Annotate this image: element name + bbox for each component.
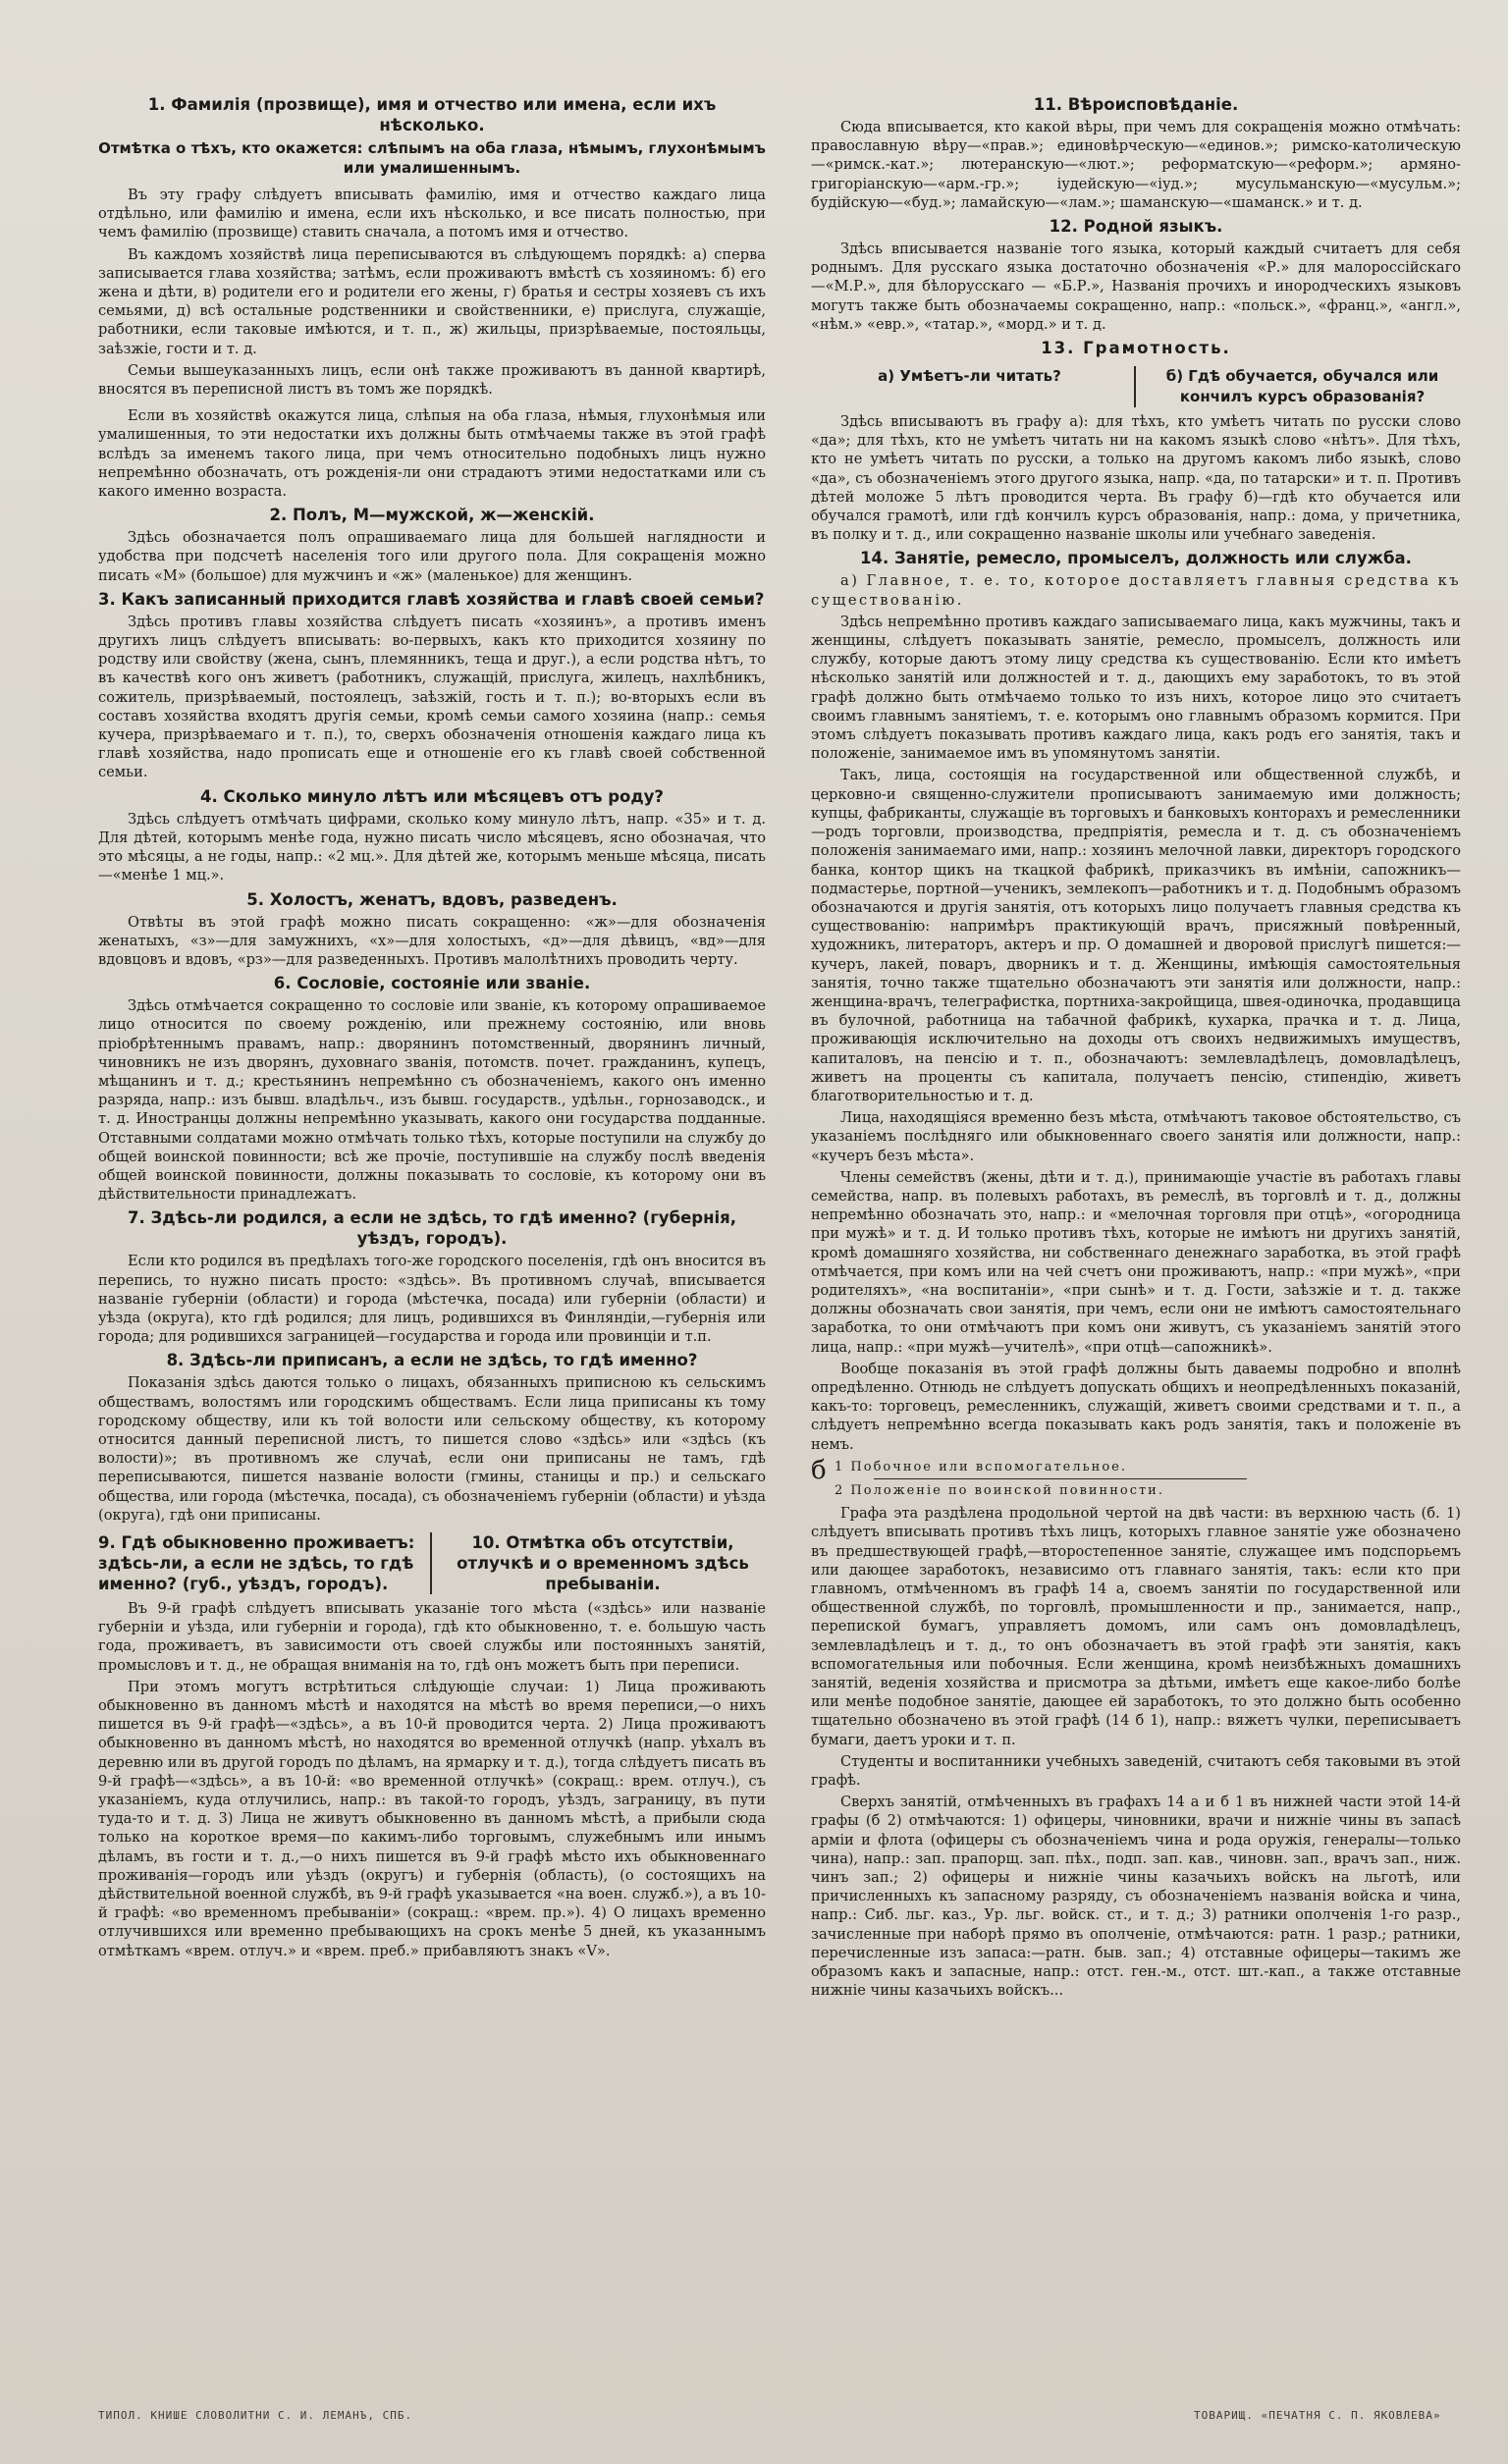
paragraph: Здѣсь обозначается полъ опрашиваемаго лица для большей наглядности и удобства при подсчетѣ населенія того или другого пола. Для сокращенія можно писать «М» (большое) для мужчинъ и «ж» (маленькое) для женщинъ.: [98, 529, 766, 584]
paragraph: Въ каждомъ хозяйствѣ лица переписываются въ слѣдующемъ порядкѣ: а) сперва записывается глава хозяйства; затѣмъ, если проживаютъ вмѣстѣ съ хозяиномъ: б) его жена и дѣти, в) родители его и родители его жены, г) братья и сестры хозяевъ съ ихъ семьями, д) всѣ остальные родственники и свойственники, е) прислуга, служащіе, работники, если таковые имѣются, и т. п., ж) жильцы, призрѣваемые, постояльцы, заѣзжіе, гости и т. д.: [98, 245, 766, 357]
paragraph: Лица, находящіяся временно безъ мѣста, отмѣчаютъ таковое обстоятельство, съ указаніемъ послѣдняго или обыкновеннаго своего занятія или должности, напр.: «кучеръ безъ мѣста».: [811, 1109, 1461, 1164]
paragraph: Показанія здѣсь даются только о лицахъ, обязанныхъ приписною къ сельскимъ обществамъ, волостямъ или городскимъ обществамъ. Если лица приписаны къ тому городскому обществу, или къ той волости или сельскому обществу, къ которому относится данный переписной листъ, то пишется слово «здѣсь» или «здѣсь (къ волости)»; въ противномъ же случаѣ, если они приписаны не тамъ, гдѣ переписываются, пишется названіе волости (гмины, станицы и пр.) и сельскаго общества, или города (мѣстечка, посада), съ обозначеніемъ губерніи (области) и уѣзда (округа), гдѣ они приписаны.: [98, 1374, 766, 1524]
paragraph: Здѣсь противъ главы хозяйства слѣдуетъ писать «хозяинъ», а противъ именъ другихъ лицъ слѣдуетъ вписывать: во-первыхъ, какъ кто приходится хозяину по родству или свойству (жена, сынъ, племянникъ, теща и друг.), а если родства нѣтъ, то въ качествѣ кого онъ живетъ (работникъ, служащій, прислуга, жилецъ, нахлѣбникъ, сожитель, призрѣваемый, постоялецъ, заѣзжій, гость и т. п.); во-вторыхъ если въ составъ хозяйства входятъ другія семьи, кромѣ семьи самого хозяина (напр.: семья кучера, призрѣваемаго и т. п.), то, сверхъ обозначенія отношенія каждаго лица къ главѣ хозяйства, надо прописать еще и отношеніе его къ главѣ своей собственной семьи.: [98, 613, 766, 781]
section-b-labels: [811, 1455, 1461, 1500]
heading-1-subtitle: Отмѣтка о тѣхъ, кто окажется: слѣпымъ на оба глаза, нѣмымъ, глухонѣмымъ или умалишеннымъ.: [98, 139, 766, 177]
heading-3: 3. Какъ записанный приходится главѣ хозяйства и главѣ своей семьи?: [98, 589, 765, 609]
paragraph: Въ 9-й графѣ слѣдуетъ вписывать указаніе того мѣста («здѣсь» или названіе губерніи и уѣзда, или губерніи и города), гдѣ кто обыкновенно, т. е. большую часть года, проживаетъ, въ зависимости отъ своей службы или постоянныхъ занятій, промысловъ и т. д., не обращая вниманія на то, гдѣ онъ можетъ быть при переписи.: [98, 1599, 766, 1674]
label-b2: 2 Положеніе по воинской повинности.: [835, 1483, 1164, 1498]
heading-6: 6. Сословіе, состояніе или званіе.: [273, 974, 591, 993]
heading-2: 2. Полъ, М—мужской, ж—женскій.: [269, 506, 595, 525]
paragraph: Здѣсь вписываютъ въ графу а): для тѣхъ, кто умѣетъ читать по русски слово «да»; для тѣхъ, кто не умѣетъ читать ни на какомъ языкѣ слово «нѣтъ». Для тѣхъ, кто не умѣетъ читать по русски, а только на другомъ какомъ либо языкѣ, слово «да», съ обозначеніемъ этого другого языка, напр. «да, по татарски» и т. п. Противъ дѣтей моложе 5 лѣтъ проводится черта. Въ графу б)—гдѣ кто обучается или обучался грамотѣ, или гдѣ кончилъ курсъ образованія, напр.: дома, у причетника, въ полку и т. д., или сокращенно названіе школы или учебнаго заведенія.: [811, 413, 1461, 544]
heading-14a: а) Главное, т. е. то, которое доставляетъ главныя средства къ существованію.: [811, 572, 1461, 609]
paragraph: Студенты и воспитанники учебныхъ заведеній, считаютъ себя таковыми въ этой графѣ.: [811, 1752, 1461, 1790]
paragraph: При этомъ могутъ встрѣтиться слѣдующіе случаи: 1) Лица проживають обыкновенно въ данномъ мѣстѣ и находятся на мѣстѣ во время переписи,—о нихъ пишется въ 9-й графѣ—«здѣсь», а въ 10-й проводится черта. 2) Лица проживаютъ обыкновенно въ данномъ мѣстѣ, но находятся во временной отлучкѣ (напр. уѣхалъ въ деревню или въ другой городъ по дѣламъ, на ярмарку и т. д.), тогда слѣдуетъ писать въ 9-й графѣ—«здѣсь», а въ 10-й: «во временной отлучкѣ» (сокращ.: врем. отлуч.), съ указаніемъ, куда отлучились, напр.: въ такой-то городъ, уѣздъ, заграницу, въ пути туда-то и т. д. 3) Лица не живутъ обыкновенно въ данномъ мѣстѣ, а прибыли сюда только на короткое время—по какимъ-либо торговымъ, служебнымъ или инымъ дѣламъ, въ гости и т. д.,—о нихъ пишется въ 9-й графѣ мѣсто ихъ обыкновеннаго проживанія—городъ или уѣздъ (округъ) и губернія (область), (о состоящихъ на дѣйствительной военной службѣ, въ 9-й графѣ указывается «на воен. служб.»), а въ 10-й графѣ: «во временномъ пребываніи» (сокращ.: «врем. пр.»). 4) О лицахъ временно отлучившихся или временно пребывающихъ на срокъ менѣе 5 дней, къ указаннымъ отмѣткамъ «врем. отлуч.» и «врем. преб.» прибавляютъ знакъ «V».: [98, 1678, 766, 1959]
paragraph: Сюда вписывается, кто какой вѣры, при чемъ для сокращенія можно отмѣчать: православную вѣру—«прав.»; единовѣрческую—«единов.»; римско-католическую—«римск.-кат.»; лютеранскую—«лют.»; реформатскую—«реформ.»; армяно-григоріанскую—«арм.-гр.»; іудейскую—«іуд.»; мусульманскую—«мусульм.»; будійскую—«буд.»; ламайскую—«лам.»; шаманскую—«шаманск.» и т. д.: [811, 119, 1461, 211]
printer-imprint-left: ТИПОЛ. КНИШЕ СЛОВОЛИТНИ С. И. ЛЕМАНЪ, СПБ.: [98, 2409, 413, 2422]
heading-13a: а) Умѣетъ-ли читать?: [878, 367, 1061, 386]
paragraph: Если кто родился въ предѣлахъ того-же городского поселенія, гдѣ онъ вносится въ перепись, то нужно писать просто: «здѣсь». Въ противномъ случаѣ, вписывается названіе губерніи (области) и города (мѣстечка, посада) или губерніи (области) и уѣзда (округа), кто гдѣ родился; для лицъ, родившихся въ Финляндіи,—губернія или города; для родившихся заграницей—государства и города или провинціи и т.п.: [98, 1253, 766, 1346]
bracket-letter: б: [811, 1455, 827, 1485]
heading-14: 14. Занятіе, ремесло, промыселъ, должность или служба.: [860, 549, 1412, 568]
paragraph: Сверхъ занятій, отмѣченныхъ въ графахъ 14 а и б 1 въ нижней части этой 14-й графы (б 2) отмѣчаются: 1) офицеры, чиновники, врачи и нижніе чины въ запасѣ арміи и флота (офицеры съ обозначеніемъ чина и рода оружія, генералы—только чина), напр.: зап. прапорщ. зап. пѣх., подп. зап. кав., чиновн. зап., врачъ зап., ниж. чинъ зап.; 2) офицеры и нижніе чины казачьихъ войскъ на льготѣ, или причисленныхъ къ запасному разряду, съ обозначеніемъ названія войска и чина, напр.: Сиб. льг. каз., Ур. льг. войск. ст., и т. д.; 3) ратники ополченія 1-го разр., зачисленные при наборѣ прямо въ ополченіе, отмѣчаются: ратн. 1 разр.; ратники, перечисленные изъ запаса:—ратн. быв. зап.; 4) отставные офицеры—такимъ же образомъ какъ и запасные, напр.: отст. ген.-м., отст. шт.-кап., а также отставные нижніе чины казачьихъ войскъ...: [811, 1794, 1461, 2000]
left-column: [98, 90, 766, 1963]
divider: [874, 1478, 1247, 1479]
right-column: [811, 90, 1461, 2003]
heading-5: 5. Холостъ, женатъ, вдовъ, разведенъ.: [246, 889, 618, 909]
printer-imprint-right: ТОВАРИЩ. «ПЕЧАТНЯ С. П. ЯКОВЛЕВА»: [1194, 2409, 1441, 2422]
headings-9-10: [98, 1528, 766, 1597]
heading-7: 7. Здѣсь-ли родился, а если не здѣсь, то гдѣ именно? (губернія, уѣздъ, городъ).: [127, 1208, 737, 1249]
heading-12: 12. Родной языкъ.: [1049, 217, 1223, 237]
paragraph: Вообще показанія въ этой графѣ должны быть даваемы подробно и вполнѣ опредѣленно. Отнюдь не слѣдуетъ допускать общихъ и неопредѣленныхъ показаній, какъ-то: торговецъ, ремесленникъ, служащій, живетъ своими средствами и т. п., а слѣдуетъ непремѣнно всегда показывать какъ родъ занятія, такъ и положеніе въ немъ.: [811, 1360, 1461, 1453]
paragraph: Семьи вышеуказанныхъ лицъ, если онѣ также проживаютъ въ данной квартирѣ, вносятся въ переписной листъ въ томъ же порядкѣ.: [98, 361, 766, 399]
heading-11: 11. Вѣроисповѣданіе.: [1033, 95, 1239, 114]
paragraph: Здѣсь непремѣнно противъ каждаго записываемаго лица, какъ мужчины, такъ и женщины, слѣдуетъ показывать занятіе, ремесло, промыселъ, должность или службу, которые даютъ этому лицу средства къ существованію. Если кто имѣетъ нѣсколько занятій или должностей и т. д., дающихъ ему заработокъ, то въ этой графѣ должно быть отмѣчаемо только то изъ нихъ, которое лицо это считаетъ своимъ главнымъ занятіемъ, т. е. которымъ оно главнымъ образомъ кормится. При этомъ слѣдуетъ показывать противъ каждаго лица, какъ родъ его занятія, такъ и положеніе, занимаемое имъ въ упомянутомъ занятіи.: [811, 613, 1461, 763]
heading-13: 13. Грамотность.: [1041, 339, 1231, 358]
label-b1: 1 Побочное или вспомогательное.: [835, 1459, 1127, 1474]
paragraph: Такъ, лица, состоящія на государственной или общественной службѣ, и церковно-и священно-служители прописываютъ занимаемую ими должность; купцы, фабриканты, служащіе въ торговыхъ и банковыхъ конторахъ и ремесленники—родъ торговли, производства, предпріятія, ремесла и т. д. съ обозначеніемъ положенія занимаемаго ими, напр.: хозяинъ мелочной лавки, директоръ городского банка, контор щикъ на ткацкой фабрикѣ, приказчикъ въ имѣніи, сапожникъ—подмастерье, портной—ученикъ, землекопъ—работникъ и т. д. Подобнымъ образомъ обозначаются и другія занятія, отъ которыхъ лицо получаетъ главныя средства къ существованію: напримѣръ практикующій врачъ, присяжный повѣренный, художникъ, литераторъ, актеръ и пр. О домашней и дворовой прислугѣ пишется:—кучеръ, лакей, поваръ, дворникъ и т. д. Женщины, имѣющія самостоятельныя занятія, точно также тщательно обозначаютъ эти занятія или должности, напр.: женщина-врачъ, телеграфистка, портниха-закройщица, швея-одиночка, продавщица въ булочной, работница на табачной фабрикѣ, кухарка, прачка и т. д. Лица, проживающія исключительно на доходы отъ своихъ недвижимыхъ имуществъ, капиталовъ, на пенсію и т. п., обозначаютъ: землевладѣлецъ, домовладѣлецъ, живетъ на проценты съ капитала, получаетъ пенсію, стипендію, живетъ благотворительностью и т. д.: [811, 767, 1461, 1104]
headings-13ab: [811, 362, 1461, 410]
paragraph: Графа эта раздѣлена продольной чертой на двѣ части: въ верхнюю часть (б. 1) слѣдуетъ вписывать противъ тѣхъ лицъ, которыхъ главное занятіе уже обозначено въ предшествующей графѣ,—второстепенное занятіе, служащее имъ подспорьемъ или дающее заработокъ, независимо отъ главнаго занятія, такъ: если кто при главномъ, отмѣченномъ въ графѣ 14 а, своемъ занятіи по государственной или общественной службѣ, по торговлѣ, промышленности и пр., занимается, напр., перепиской бумагъ, управляетъ домомъ, или самъ онъ домовладѣлецъ, землевладѣлецъ и т. д., то онъ обозначаетъ въ этой графѣ эти занятія, какъ вспомогательныя или побочныя. Если женщина, кромѣ неизбѣжныхъ домашнихъ занятій, веденія хозяйства и присмотра за дѣтьми, имѣетъ еще какое-либо болѣе или менѣе подобное занятіе, дающее ей заработокъ, то это должно быть особенно тщательно обозначено въ этой графѣ (14 б 1), напр.: вяжетъ чулки, переписываетъ бумаги, даетъ уроки и т. п.: [811, 1505, 1461, 1748]
heading-9: 9. Гдѣ обыкновенно проживаетъ: здѣсь-ли, а если не здѣсь, то гдѣ именно? (губ., уѣздъ, городъ).: [98, 1532, 415, 1593]
heading-13b: б) Гдѣ обучается, обучался или кончилъ курсъ образованія?: [1134, 366, 1461, 407]
paragraph: Здѣсь слѣдуетъ отмѣчать цифрами, сколько кому минуло лѣтъ, напр. «35» и т. д. Для дѣтей, которымъ менѣе года, нужно писать число мѣсяцевъ, ясно обозначая, что это мѣсяцы, а не годы, напр.: «2 мц.». Для дѣтей же, которымъ меньше мѣсяца, писать—«менѣе 1 мц.».: [98, 810, 766, 884]
paragraph: Здѣсь вписывается названіе того языка, который каждый считаетъ для себя роднымъ. Для русскаго языка достаточно обозначенія «Р.» для малороссійскаго—«М.Р.», для бѣлорусскаго — «Б.Р.», Названія прочихъ и инородческихъ языковъ могутъ также быть обозначаемы сокращенно, напр.: «польск.», «франц.», «англ.», «нѣм.» «евр.», «татар.», «морд.» и т. д.: [811, 241, 1461, 333]
paragraph: Если въ хозяйствѣ окажутся лица, слѣпыя на оба глаза, нѣмыя, глухонѣмыя или умалишенныя, то эти недостатки ихъ должны быть отмѣчаемы также въ этой графѣ вслѣдъ за именемъ такого лица, при чемъ относительно подобныхъ лицъ нужно непремѣнно обозначать, отъ рожденія-ли они страдаютъ этими недостатками или съ какого именно возраста.: [98, 407, 766, 501]
paragraph: Члены семействъ (жены, дѣти и т. д.), принимающіе участіе въ работахъ главы семейства, напр. въ полевыхъ работахъ, въ ремеслѣ, въ торговлѣ и т. д., должны непремѣнно обозначать это, напр.: и «мелочная торговля при отцѣ», «огородница при мужѣ» и т. д. И только противъ тѣхъ, которые не имѣютъ ни другихъ занятій, кромѣ домашняго хозяйства, ни собственнаго денежнаго заработка, въ этой графѣ отмѣчается, при комъ или на чей счетъ они проживаютъ, напр.: «при мужѣ», «при родителяхъ», «на воспитаніи», «при сынѣ» и т. д. Гости, заѣзжіе и т. д. также должны обозначать свои занятія, при чемъ, если они не имѣютъ самостоятельнаго заработка, то они отмѣчаютъ при комъ они живутъ, съ указаніемъ занятій этого лица, напр.: «при мужѣ—учителѣ», «при отцѣ—сапожникѣ».: [811, 1168, 1461, 1356]
paragraph: Здѣсь отмѣчается сокращенно то сословіе или званіе, къ которому опрашиваемое лицо относится по своему рожденію, или прежнему состоянію, или вновь пріобрѣтеннымъ правамъ, напр.: дворянинъ потомственный, дворянинъ личный, чиновникъ не изъ дворянъ, духовнаго званія, потомств. почет. гражданинъ, купецъ, мѣщанинъ и т. д.; крестьянинъ непремѣнно съ обозначеніемъ, какого онъ именно разряда, напр.: изъ бывш. владѣльч., изъ бывш. государств., удѣльн., горнозаводск., и т. д. Иностранцы должны непремѣнно указывать, какого они государства подданные. Отставными солдатами можно отмѣчать только тѣхъ, которые поступили на службу до общей воинской повинности; всѣ же прочіе, поступившіе на службу послѣ введенія общей воинской повинности, должны показывать то сословіе, къ которому они въ дѣйствительности принадлежатъ.: [98, 997, 766, 1204]
heading-1: 1. Фамилія (прозвище), имя и отчество или имена, если ихъ нѣсколько.: [147, 95, 717, 134]
heading-4: 4. Сколько минуло лѣтъ или мѣсяцевъ отъ роду?: [199, 786, 665, 806]
paragraph: Отвѣты въ этой графѣ можно писать сокращенно: «ж»—для обозначенія женатыхъ, «з»—для замужнихъ, «х»—для холостыхъ, «д»—для дѣвицъ, «вд»—для вдовцовъ и вдовъ, «рз»—для разведенныхъ. Противъ малолѣтнихъ проводить черту.: [98, 913, 766, 968]
heading-8: 8. Здѣсь-ли приписанъ, а если не здѣсь, то гдѣ именно?: [166, 1351, 698, 1370]
paragraph: Въ эту графу слѣдуетъ вписывать фамилію, имя и отчество каждаго лица отдѣльно, или фамилію и имена, если ихъ нѣсколько, и все писать полностью, при чемъ фамилію (прозвище) ставить сначала, а потомъ имя и отчество.: [98, 187, 766, 241]
heading-10: 10. Отмѣтка объ отсутствіи, отлучкѣ и о временномъ здѣсь пребываніи.: [430, 1532, 766, 1594]
